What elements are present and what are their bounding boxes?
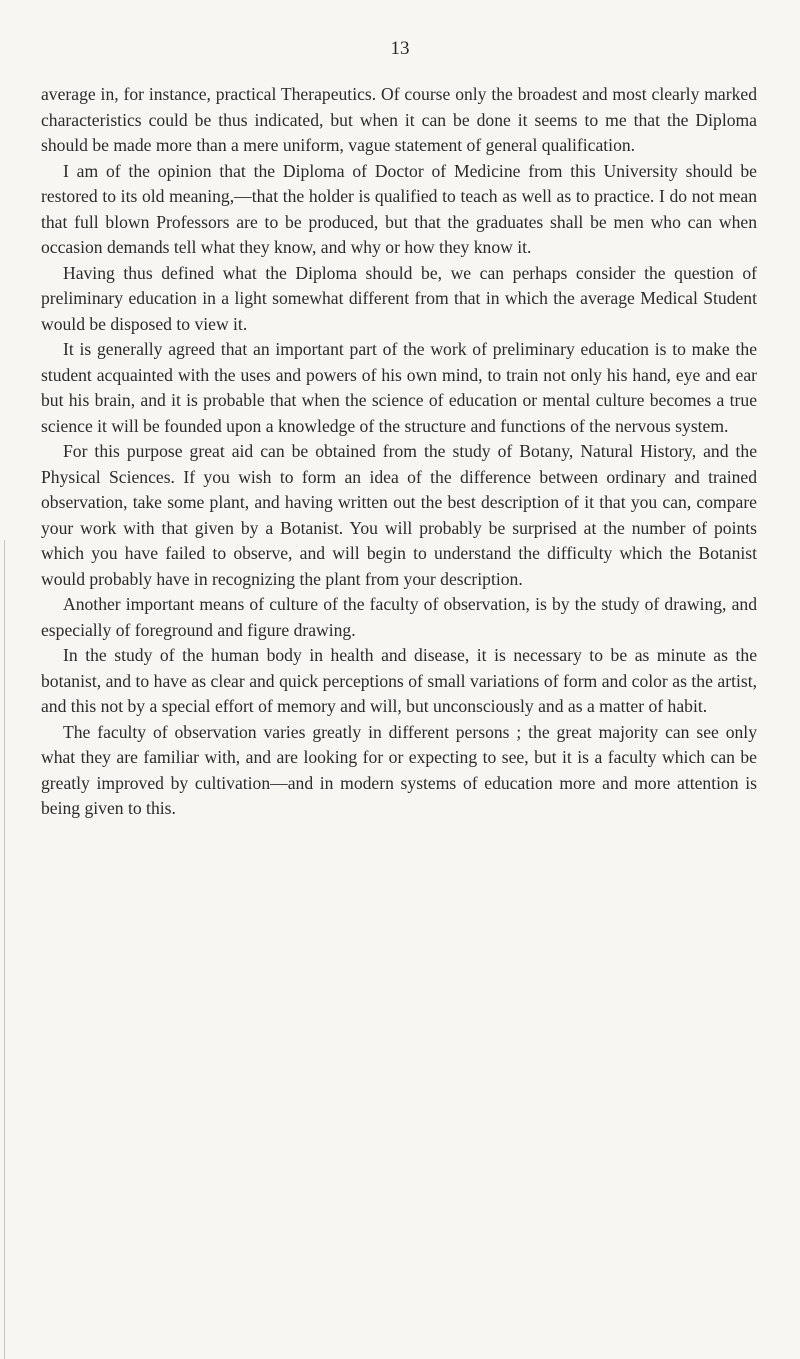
page-edge-shadow [4,540,5,1359]
paragraph: In the study of the human body in health and disease, it is necessary to be as minute as the botanist, and to have as clear and quick perceptions of small variations of form and color as the artist, and this not by a special effort of memory and will, but unconsciously and as a matter of habit. [41,645,757,716]
paragraph: It is generally agreed that an important part of the work of preliminary education is to make the student acquainted with the uses and powers of his own mind, to train not only his hand, eye and ear but his brain, and it is probable that when the science of education or mental culture becomes a true science it will be founded upon a knowledge of the structure and functions of the nervous system. [41,339,757,436]
paragraph: Another important means of culture of the faculty of observation, is by the study of drawing, and especially of foreground and figure drawing. [41,594,757,640]
page-number: 13 [390,38,410,59]
paragraph: For this purpose great aid can be obtained from the study of Botany, Natural History, and the Physical Sciences. If you wish to form an idea of the difference between ordinary and trained observation, take some plant, and having written out the best description of it that you can, compare your work with that given by a Botanist. You will probably be surprised at the number of points which you have failed to observe, and will begin to understand the difficulty which the Botanist would probably have in recognizing the plant from your description. [41,441,757,589]
paragraph: The faculty of observation varies greatly in different persons ; the great majority can see only what they are familiar with, and are looking for or expecting to see, but it is a faculty which can be greatly improved by cultivation—and in modern systems of education more and more attention is being given to this. [41,721,757,818]
paragraph: average in, for instance, practical Therapeutics. Of course only the broadest and most clearly marked characteristics could be thus indicated, but when it can be done it seems to me that the Diploma should be made more than a mere uniform, vague statement of general qualification. [41,84,757,155]
paragraph: Having thus defined what the Diploma should be, we can perhaps consider the question of preliminary education in a light somewhat different from that in which the average Medical Student would be disposed to view it. [41,262,757,334]
body-text [41,82,757,822]
paragraph: I am of the opinion that the Diploma of Doctor of Medicine from this University should be restored to its old meaning,—that the holder is qualified to teach as well as to practice. I do not mean that full blown Professors are to be produced, but that the graduates shall be men who can when occasion demands tell what they know, and why or how they know it. [41,160,757,257]
